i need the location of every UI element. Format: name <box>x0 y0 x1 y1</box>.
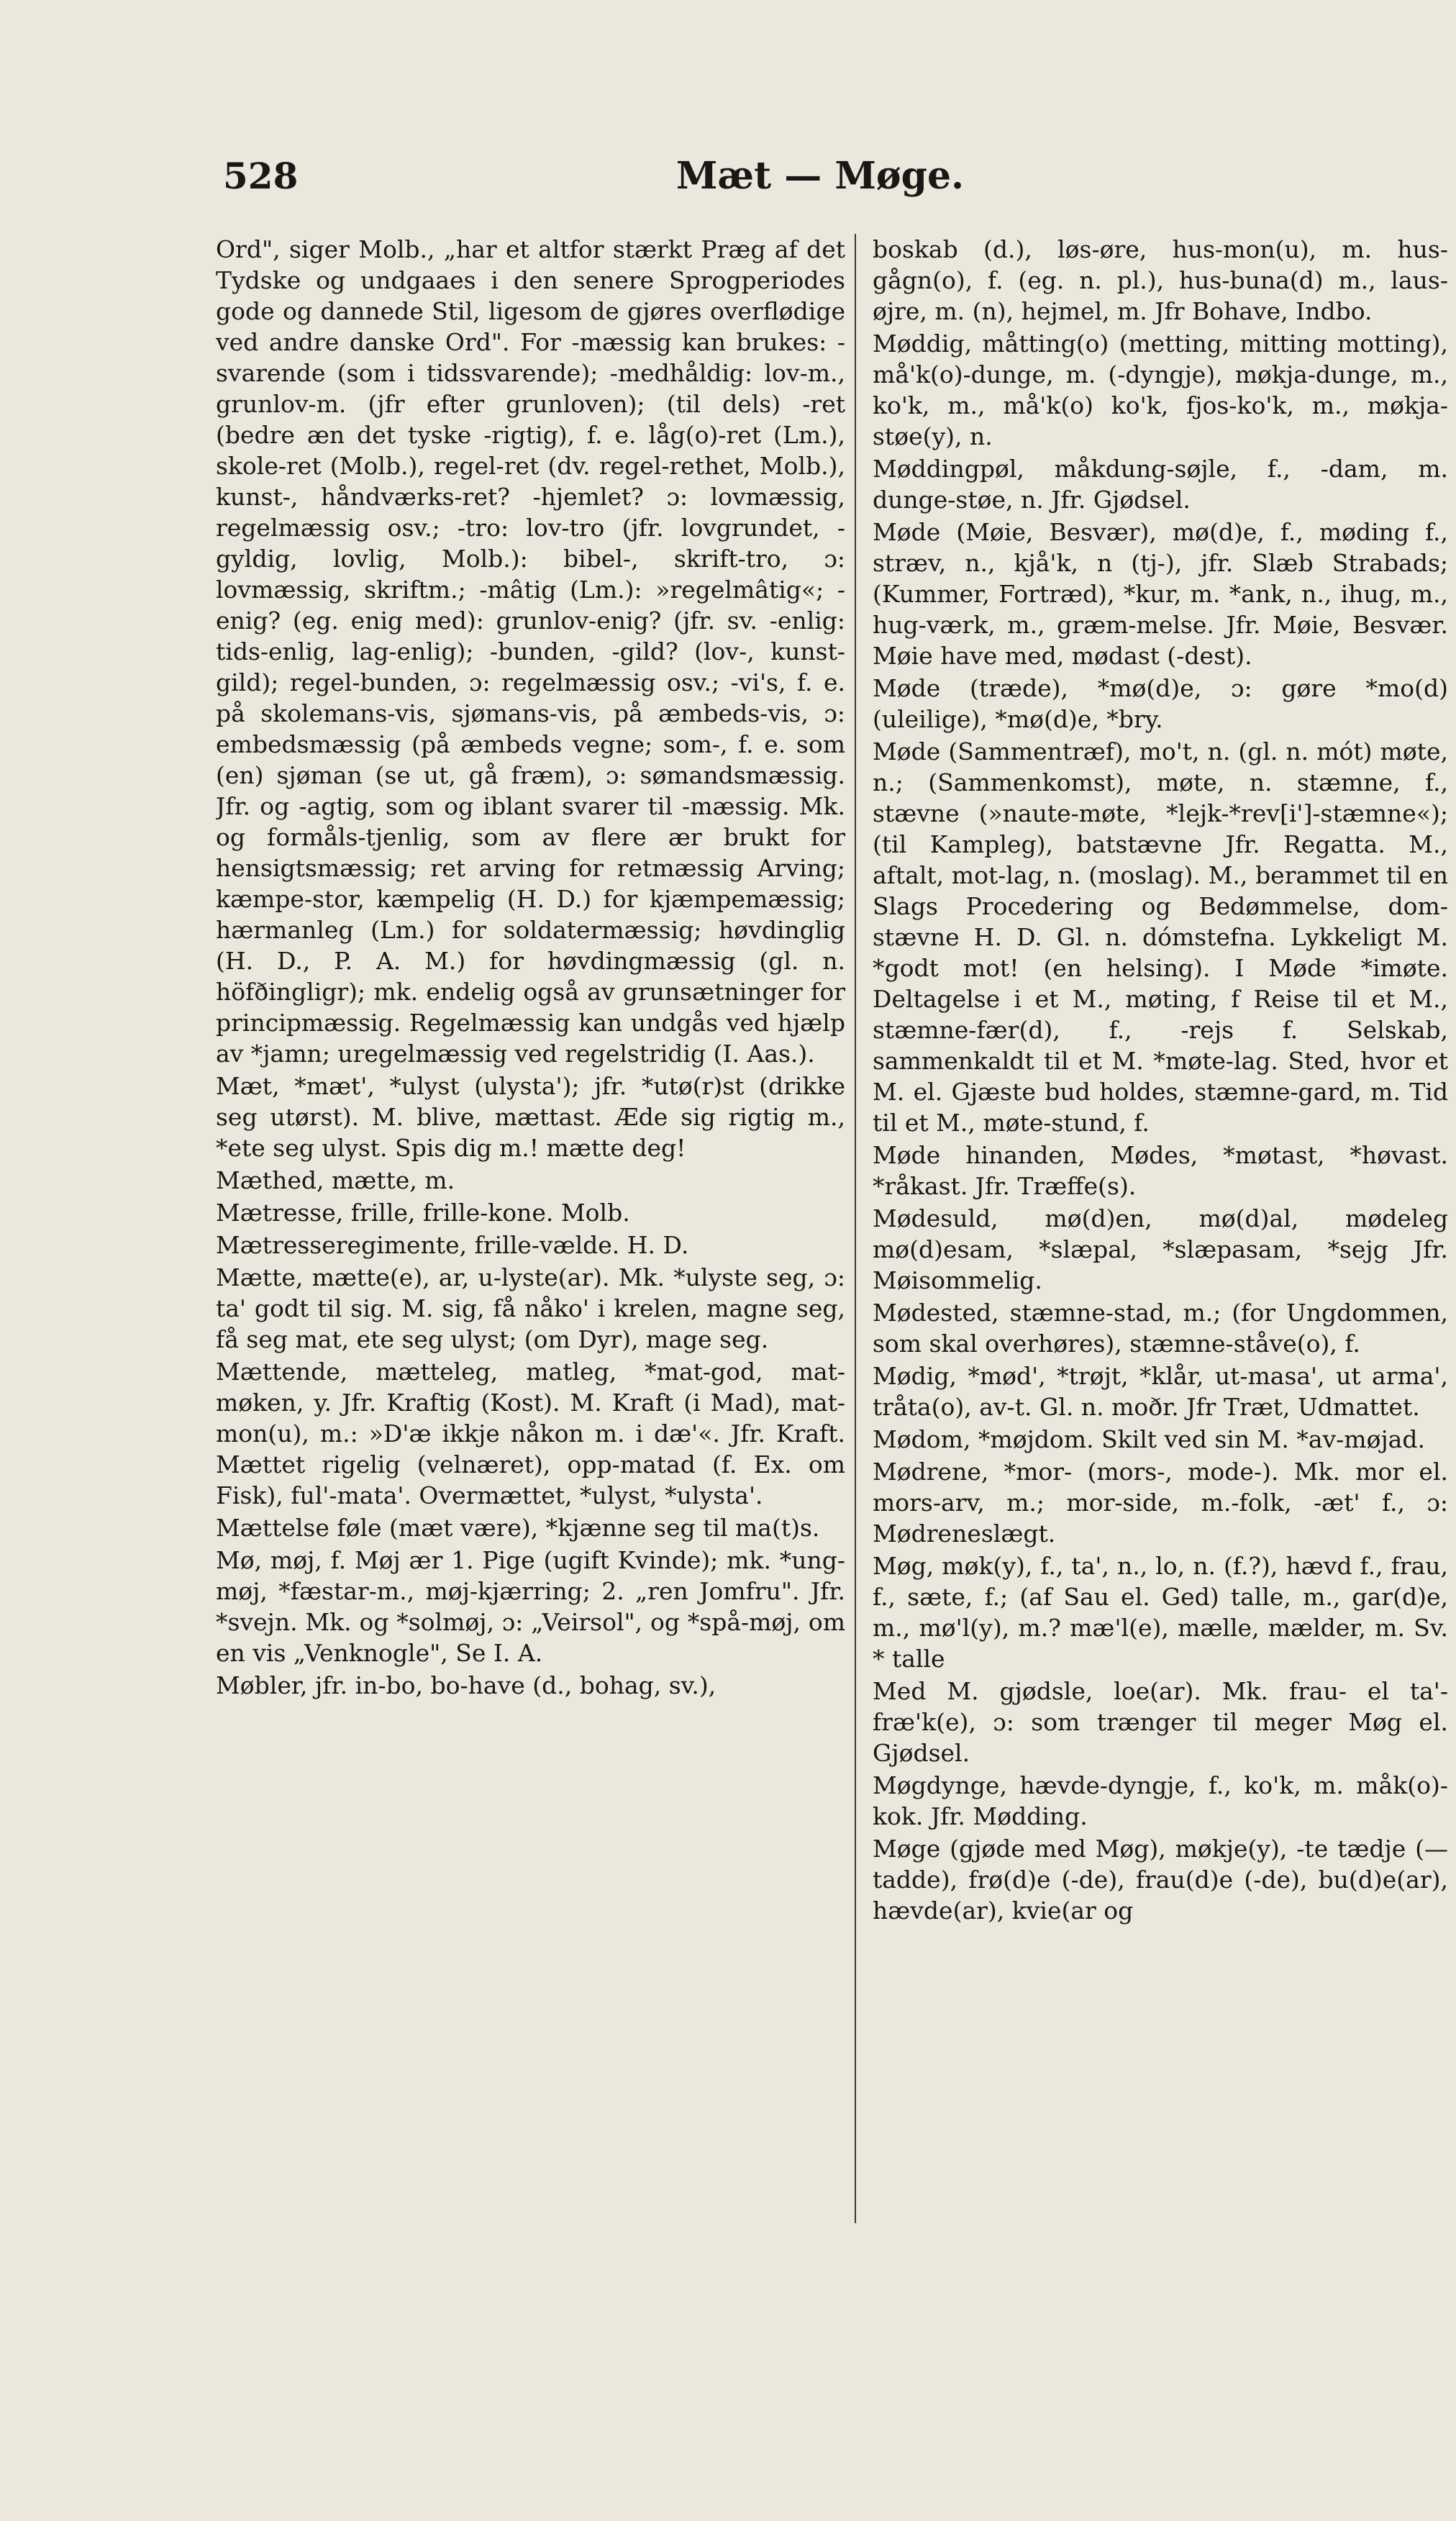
entry-mogdynge: Møgdynge, hævde-dyngje, f., ko'k, m. måk(o)-kok. Jfr. Mødding. <box>873 1771 1448 1830</box>
entry-maethed: Mæthed, mætte, m. <box>216 1166 455 1194</box>
entry-modesuld: Mødesuld, mø(d)en, mø(d)al, mødeleg mø(d)esam, *slæpal, *slæpasam, *sejg Jfr. Møisommelig. <box>873 1204 1448 1294</box>
page-number: 528 <box>223 155 299 197</box>
entry-mode-traede: Møde (træde), *mø(d)e, ɔ: gøre *mo(d) (uleilige), *mø(d)e, *bry. <box>873 674 1448 733</box>
entry-modested: Mødested, stæmne-stad, m.; (for Ungdommen, som skal overhøres), stæmne-ståve(o), f. <box>873 1299 1448 1358</box>
entry-maetresse: Mætresse, frille, frille-kone. Molb. <box>216 1199 630 1227</box>
entry-mog: Møg, møk(y), f., ta', n., lo, n. (f.?), hævd f., frau, f., sæte, f.; (af Sau el. Ged) talle, m., gar(d)e, m., mø'l(y), m.? mæ'l(e), mælle, mælder, m. Sv. * talle <box>873 1552 1448 1673</box>
entry-mode-moie: Møde (Møie, Besvær), mø(d)e, f., møding f., stræv, n., kjå'k, n (tj-), jfr. Slæb Strabads; (Kummer, Fortræd), *kur, m. *ank, n., ihug, m., hug-værk, m., græm-melse. Jfr. Møie, Besvær. Møie have med, mødast (-dest). <box>873 518 1448 670</box>
entry-maetresseregimente: Mætresseregimente, frille-vælde. H. D. <box>216 1231 689 1259</box>
entry-modrene: Mødrene, *mor- (mors-, mode-). Mk. mor el. mors-arv, m.; mor-side, m.-folk, -æt' f., ɔ: Mødreneslægt. <box>873 1458 1448 1548</box>
page-header <box>223 147 1417 205</box>
entry-maettende: Mættende, mætteleg, matleg, *mat-god, mat-møken, y. Jfr. Kraftig (Kost). M. Kraft (i Mad), mat-mon(u), m.: »D'æ ikkje nåkon m. i dæ'«. Jfr. Kraft. Mættet rigelig (velnæret), opp-matad (f. Ex. om Fisk), ful'-mata'. Overmættet, *ulyst, *ulysta'. <box>216 1358 845 1509</box>
entry-moge: Møge (gjøde med Møg), møkje(y), -te tædje (— tadde), frø(d)e (-de), frau(d)e (-de), bu(d)e(ar), hævde(ar), kvie(ar og <box>873 1835 1448 1925</box>
column-divider <box>855 234 856 2223</box>
entry-modig: Mødig, *mød', *trøjt, *klår, ut-masa', ut arma', tråta(o), av-t. Gl. n. moðr. Jfr Træt, Udmattet. <box>873 1362 1448 1421</box>
entry-mo: Mø, møj, f. Møj ær 1. Pige (ugift Kvinde); mk. *ung-møj, *fæstar-m., møj-kjærring; 2. „ren Jomfru". Jfr. *svejn. Mk. og *solmøj, ɔ: „Veirsol", og *spå-møj, om en vis „Venknogle", Se I. A. <box>216 1546 845 1667</box>
entry-med-m-gjodsle: Med M. gjødsle, loe(ar). Mk. frau- el ta'-fræ'k(e), ɔ: som trænger til meger Møg el. Gjødsel. <box>873 1677 1448 1767</box>
entry-mobler: Møbler, jfr. in-bo, bo-have (d., bohag, sv.), <box>216 1671 716 1699</box>
running-title: Mæt — Møge. <box>675 154 965 198</box>
entry-maette: Mætte, mætte(e), ar, u-lyste(ar). Mk. *ulyste seg, ɔ: ta' godt til sig. M. sig, få nåko' i krelen, magne seg, få seg mat, ete seg ulyst; (om Dyr), mage seg. <box>216 1263 845 1353</box>
entry-modom: Mødom, *møjdom. Skilt ved sin M. *av-møjad. <box>873 1425 1425 1453</box>
entry-moddingpol: Møddingpøl, måkdung-søjle, f., -dam, m. dunge-støe, n. Jfr. Gjødsel. <box>873 455 1448 514</box>
entry-text: boskab (d.), løs-øre, hus-mon(u), m. hus-gågn(o), f. (eg. n. pl.), hus-buna(d) m., laus-øjre, m. (n), hejmel, m. Jfr Bohave, Indbo. <box>873 235 1448 325</box>
entry-maettelse: Mættelse føle (mæt være), *kjænne seg til ma(t)s. <box>216 1514 820 1542</box>
entry-modding: Møddig, måtting(o) (metting, mitting motting), må'k(o)-dunge, m. (-dyngje), møkja-dunge, m., ko'k, m., må'k(o) ko'k, fjos-ko'k, m., møkja-støe(y), n. <box>873 330 1448 450</box>
right-column <box>873 234 1448 2486</box>
entry-mode-hinanden: Møde hinanden, Mødes, *møtast, *høvast. *råkast. Jfr. Træffe(s). <box>873 1141 1448 1200</box>
entry-maet: Mæt, *mæt', *ulyst (ulysta'); jfr. *utø(r)st (drikke seg utørst). M. blive, mættast. Æde sig rigtig m., *ete seg ulyst. Spis dig m.! mætte deg! <box>216 1072 845 1162</box>
left-column <box>216 234 845 2486</box>
entry-text: Ord", siger Molb., „har et altfor stærkt Præg af det Tydske og undgaaes i den senere Sprogperiodes gode og dannede Stil, ligesom de gjøres overflødige ved andre danske Ord". For -mæssig kan brukes: -svarende (som i tidssvarende); -medhåldig: lov-m., grunlov-m. (jfr efter grunloven); (til dels) -ret (bedre æn det tyske -rigtig), f. e. låg(o)-ret (Lm.), skole-ret (Molb.), regel-ret (dv. regel-rethet, Molb.), kunst-, håndværks-ret? -hjemlet? ɔ: lovmæssig, regelmæssig osv.; -tro: lov-tro (jfr. lovgrundet, -gyldig, lovlig, Molb.): bibel-, skrift-tro, ɔ: lovmæssig, skriftm.; -mâtig (Lm.): »regelmâtig«; -enig? (eg. enig med): grunlov-enig? (jfr. sv. -enlig: tids-enlig, lag-enlig); -bunden, -gild? (lov-, kunst-gild); regel-bunden, ɔ: regelmæssig osv.; -vi's, f. e. på skolemans-vis, sjømans-vis, på æmbeds-vis, ɔ: embedsmæssig (på æmbeds vegne; som-, f. e. som (en) sjøman (se ut, gå fræm), ɔ: sømandsmæssig. Jfr. og -agtig, som og iblant svarer til -mæssig. Mk. og formåls-tjenlig, som av flere ær brukt for hensigtsmæssig; ret arving for retmæssig Arving; kæmpe-stor, kæmpelig (H. D.) for kjæmpemæssig; hærmanleg (Lm.) for soldatermæssig; høvdinglig (H. D., P. A. M.) for høvdingmæssig (gl. n. höfðingligr); mk. endelig også av grunsætninger for principmæssig. Regelmæssig kan undgås ved hjælp av *jamn; uregelmæssig ved regelstridig (I. Aas.). <box>216 235 845 1068</box>
entry-mode-sammentraef: Møde (Sammentræf), mo't, n. (gl. n. mót) møte, n.; (Sammenkomst), møte, n. stæmne, f., stævne (»naute-møte, *lejk-*rev[i']-stæmne«); (til Kampleg), batstævne Jfr. Regatta. M., aftalt, mot-lag, n. (moslag). M., berammet til en Slags Procedering og Bedømmelse, dom-stævne H. D. Gl. n. dómstefna. Lykkeligt M. *godt mot! (en helsing). I Møde *imøte. Deltagelse i et M., møting, f Reise til et M., stæmne-fær(d), f., -rejs f. Selskab, sammenkaldt til et M. *møte-lag. Sted, hvor et M. el. Gjæste bud holdes, stæmne-gard, m. Tid til et M., møte-stund, f. <box>873 737 1448 1137</box>
